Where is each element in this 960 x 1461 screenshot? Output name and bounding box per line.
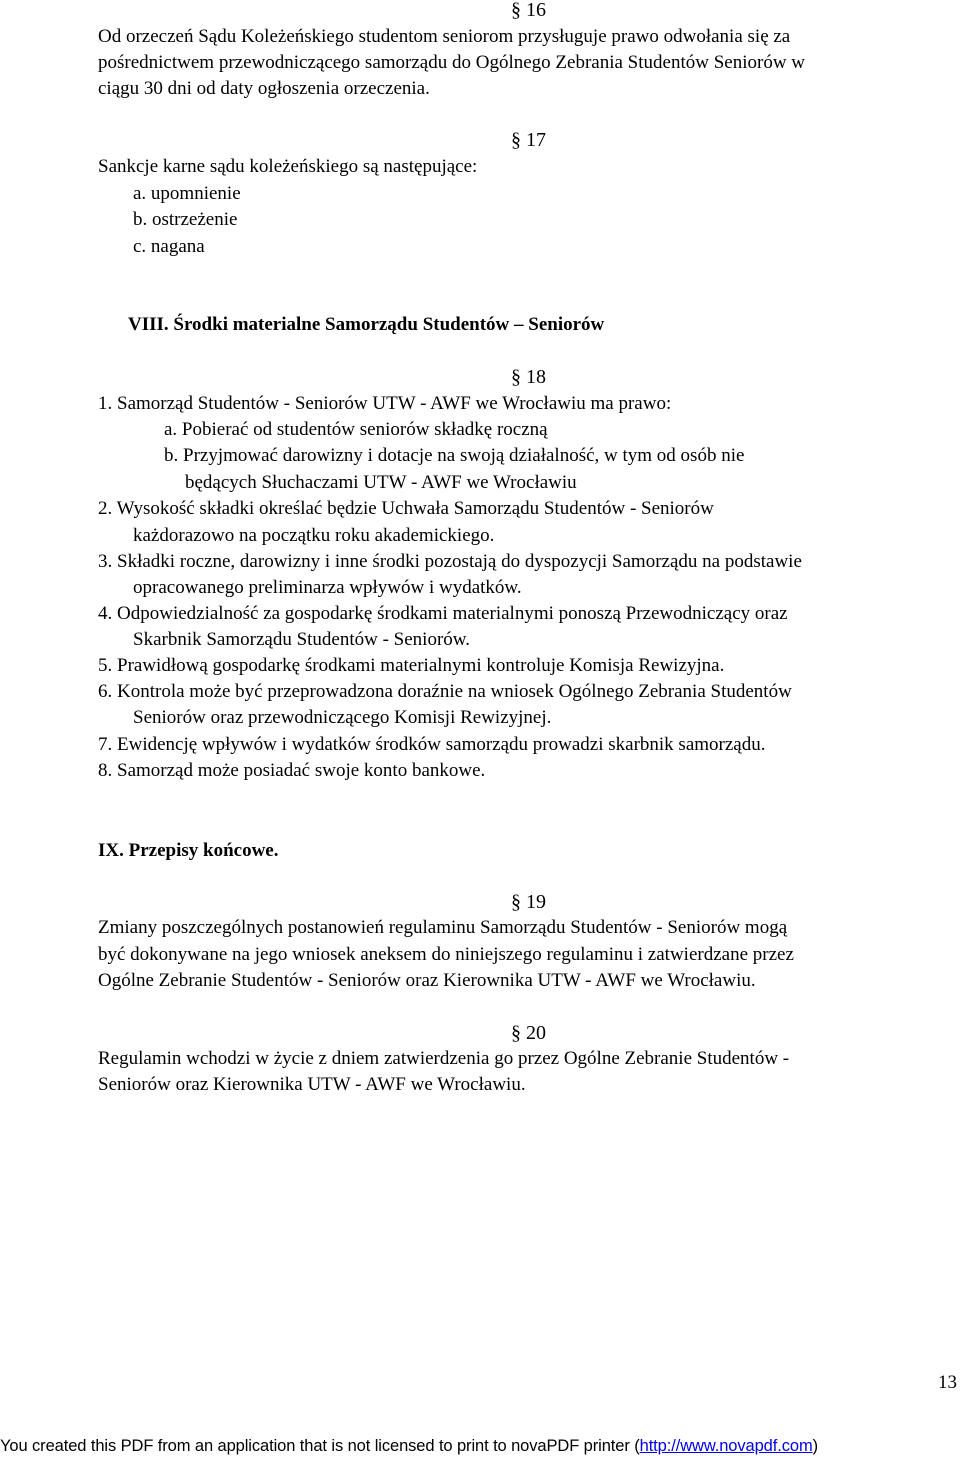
section-20-heading: § 20 <box>511 1022 546 1044</box>
page-number: 13 <box>938 1372 957 1393</box>
section-16-heading: § 16 <box>511 0 546 21</box>
section-18-line: 4. Odpowiedzialność za gospodarkę środkami materialnymi ponoszą Przewodniczący oraz <box>98 603 788 624</box>
section-16-line-1: Od orzeczeń Sądu Koleżeńskiego studentom seniorom przysługuje prawo odwołania się za <box>98 26 791 47</box>
section-19-heading: § 19 <box>511 891 546 913</box>
section-17-intro: Sankcje karne sądu koleżeńskiego są następujące: <box>98 156 478 177</box>
sanction-item: b. ostrzeżenie <box>133 209 238 230</box>
section-18-line: a. Pobierać od studentów seniorów składkę roczną <box>164 419 548 440</box>
section-19-line: Ogólne Zebranie Studentów - Seniorów oraz Kierownika UTW - AWF we Wrocławiu. <box>98 970 756 991</box>
novapdf-link[interactable]: http://www.novapdf.com <box>639 1437 813 1455</box>
section-19-line: być dokonywane na jego wniosek aneksem do niniejszego regulaminu i zatwierdzane przez <box>98 944 794 965</box>
section-18-line: 5. Prawidłową gospodarkę środkami materialnymi kontroluje Komisja Rewizyjna. <box>98 655 725 676</box>
sanction-item: a. upomnienie <box>133 183 241 204</box>
chapter-8-title: VIII. Środki materialne Samorządu Studentów – Seniorów <box>128 314 605 335</box>
section-20-line: Regulamin wchodzi w życie z dniem zatwierdzenia go przez Ogólne Zebranie Studentów - <box>98 1048 790 1069</box>
footer-text-end: ) <box>812 1437 818 1455</box>
section-18-line: Skarbnik Samorządu Studentów - Seniorów. <box>133 629 471 650</box>
section-18-line: 8. Samorząd może posiadać swoje konto bankowe. <box>98 760 486 781</box>
section-20-line: Seniorów oraz Kierownika UTW - AWF we Wrocławiu. <box>98 1074 526 1095</box>
section-18-line: 7. Ewidencję wpływów i wydatków środków samorządu prowadzi skarbnik samorządu. <box>98 734 766 755</box>
sanction-item: c. nagana <box>133 236 205 257</box>
license-footer <box>0 1436 960 1456</box>
section-17-heading: § 17 <box>511 129 546 151</box>
chapter-9-title: IX. Przepisy końcowe. <box>98 840 279 861</box>
section-19-line: Zmiany poszczególnych postanowień regulaminu Samorządu Studentów - Seniorów mogą <box>98 917 788 938</box>
section-18-line: opracowanego preliminarza wpływów i wydatków. <box>133 577 522 598</box>
section-18-line: 1. Samorząd Studentów - Seniorów UTW - AWF we Wrocławiu ma prawo: <box>98 393 672 414</box>
section-18-line: 3. Składki roczne, darowizny i inne środki pozostają do dyspozycji Samorządu na podstawie <box>98 551 802 572</box>
section-18-line: b. Przyjmować darowizny i dotacje na swoją działalność, w tym od osób nie <box>164 445 745 466</box>
section-18-line: 6. Kontrola może być przeprowadzona doraźnie na wniosek Ogólnego Zebrania Studentów <box>98 681 792 702</box>
footer-text: You created this PDF from an application that is not licensed to print to novaPDF printer ( <box>0 1437 640 1455</box>
section-18-line: będących Słuchaczami UTW - AWF we Wrocławiu <box>185 472 577 493</box>
section-16-line-3: ciągu 30 dni od daty ogłoszenia orzeczenia. <box>98 78 430 99</box>
section-16-line-2: pośrednictwem przewodniczącego samorządu do Ogólnego Zebrania Studentów Seniorów w <box>98 52 806 73</box>
section-18-line: 2. Wysokość składki określać będzie Uchwała Samorządu Studentów - Seniorów <box>98 498 714 519</box>
section-18-line: każdorazowo na początku roku akademickiego. <box>133 525 495 546</box>
section-18-heading: § 18 <box>511 366 546 388</box>
section-18-line: Seniorów oraz przewodniczącego Komisji Rewizyjnej. <box>133 707 552 728</box>
